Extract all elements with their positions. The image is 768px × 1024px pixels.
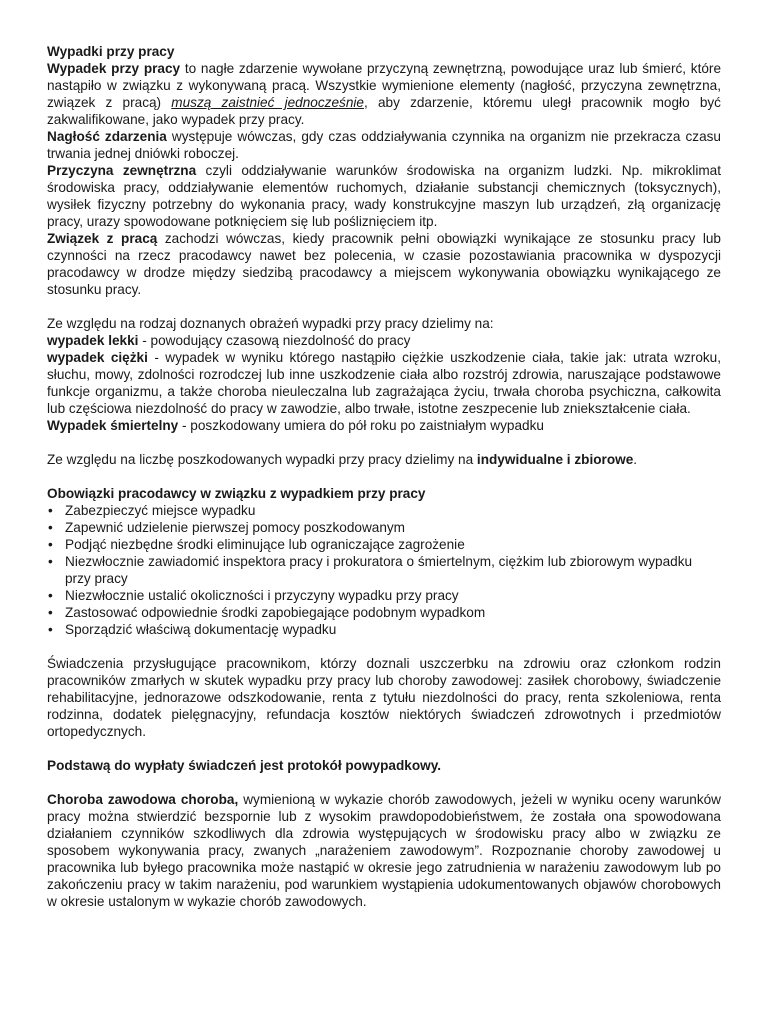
text-span: zachodzi wówczas, kiedy pracownik pełni obowiązki wynikające ze stosunku pracy lub czynności na rzecz pracodawcy nawet bez polecenia, w czasie pozostawiania pracownika w dyspozycji pracodawcy w drodze między siedzibą pracodawcy a miejscem wykonywania obowiązku wynikającego ze stosunku pracy. [47, 231, 721, 297]
bullet-icon: • [48, 503, 53, 518]
bullet-icon: • [48, 554, 53, 569]
list-item [47, 536, 721, 553]
text-span: . [633, 452, 638, 467]
document-page [47, 43, 721, 910]
list-item-text: Zastosować odpowiednie środki zapobiegające podobnym wypadkom [65, 605, 486, 620]
term-individual-collective: indywidualne i zbiorowe [476, 452, 634, 467]
term-external-cause: Przyczyna zewnętrzna [47, 163, 197, 178]
paragraph-heavy-accident [47, 349, 721, 417]
term-suddenness: Nagłość zdarzenia [47, 129, 167, 144]
paragraph-protocol-basis: Podstawą do wypłaty świadczeń jest protokół powypadkowy. [47, 758, 442, 773]
list-item-text: Zabezpieczyć miejsce wypadku [65, 503, 256, 518]
paragraph-work-relation [47, 230, 721, 298]
term-work-relation: Związek z pracą [47, 231, 158, 246]
text-span: Ze względu na liczbę poszkodowanych wypadki przy pracy dzielimy na [47, 452, 477, 467]
list-item [47, 502, 721, 519]
paragraph-injury-types-intro: Ze względu na rodzaj doznanych obrażeń wypadki przy pracy dzielimy na: [47, 316, 494, 331]
term-occupational-disease: Choroba zawodowa choroba, [47, 792, 239, 807]
paragraph-benefits: Świadczenia przysługujące pracownikom, którzy doznali uszczerbku na zdrowiu oraz członkom rodzin pracowników zmarłych w skutek wypadku przy pracy lub choroby zawodowej: zasiłek chorobowy, świadczenie rehabilitacyjne, jednorazowe odszkodowanie, renta z tytułu niezdolności do pracy, renta szkoleniowa, renta rodzinna, dodatek pielęgnacyjny, refundacja kosztów niektórych świadczeń zdrowotnych i przedmiotów ortopedycznych. [47, 656, 721, 739]
list-item-text: Niezwłocznie ustalić okoliczności i przyczyny wypadku przy pracy [65, 588, 459, 603]
spacer [47, 434, 721, 451]
list-item [47, 553, 721, 587]
bullet-icon: • [48, 605, 53, 620]
paragraph-count-types [47, 451, 721, 468]
list-item-text: Sporządzić właściwą dokumentację wypadku [65, 622, 337, 637]
paragraph-light-accident [47, 332, 721, 349]
spacer [47, 740, 721, 757]
bullet-icon: • [48, 537, 53, 552]
spacer [47, 298, 721, 315]
bullet-icon: • [48, 520, 53, 535]
list-item [47, 604, 721, 621]
text-span: , aby zdarzenie, któremu uległ pracownik mogło być zakwalifikowane, jako wypadek przy pracy. [47, 95, 721, 127]
bullet-icon: • [48, 622, 53, 637]
section-heading-accidents: Wypadki przy pracy [47, 44, 175, 59]
list-item [47, 519, 721, 536]
paragraph-fatal-accident [47, 417, 721, 434]
spacer [47, 638, 721, 655]
text-span: czyli oddziaływanie warunków środowiska na organizm ludzki. Np. mikroklimat środowiska pracy, oddziaływanie elementów ruchomych, działanie substancji chemicznych (toksycznych), wysiłek fizyczny potrzebny do wykonania pracy, wady konstrukcyjne maszyn lub urządzeń, złą organizację pracy, urazy spowodowane potknięciem się lub pośliznięciem itp. [47, 163, 722, 229]
spacer [47, 468, 721, 485]
section-heading-employer-duties: Obowiązki pracodawcy w związku z wypadkiem przy pracy [47, 486, 426, 501]
term-heavy-accident: wypadek ciężki [47, 350, 148, 365]
emphasis-simultaneous: muszą zaistnieć jednocześnie [171, 95, 364, 110]
term-light-accident: wypadek lekki [47, 333, 139, 348]
paragraph-occupational-disease [47, 791, 721, 910]
list-item-text: Niezwłocznie zawiadomić inspektora pracy i prokuratora o śmiertelnym, ciężkim lub zbiorowym wypadku przy pracy [65, 554, 693, 586]
spacer [47, 774, 721, 791]
text-span: występuje wówczas, gdy czas oddziaływania czynnika na organizm nie przekracza czasu trwania jednej dniówki roboczej. [47, 129, 721, 161]
term-work-accident: Wypadek przy pracy [47, 61, 181, 76]
text-span: wymienioną w wykazie chorób zawodowych, jeżeli w wyniku oceny warunków pracy można stwierdzić bezspornie lub z wysokim prawdopodobieństwem, że została ona spowodowana działaniem czynników szkodliwych dla zdrowia występujących w środowisku pracy albo w związku ze sposobem wykonywania pracy, zwanych „narażeniem zawodowym”. Rozpoznanie choroby zawodowej u pracownika lub byłego pracownika może nastąpić w okresie jego zatrudnienia w narażeniu zawodowym lub po zakończeniu pracy w takim narażeniu, pod warunkiem wystąpienia udokumentowanych objawów chorobowych w okresie ustalonym w wykazie chorób zawodowych. [47, 792, 722, 909]
text-span: - powodujący czasową niezdolność do pracy [138, 333, 411, 348]
list-item-text: Podjąć niezbędne środki eliminujące lub ograniczające zagrożenie [65, 537, 465, 552]
paragraph-definition [47, 60, 721, 128]
list-item-text: Zapewnić udzielenie pierwszej pomocy poszkodowanym [65, 520, 406, 535]
text-span: - wypadek w wyniku którego nastąpiło ciężkie uszkodzenie ciała, takie jak: utrata wzroku, słuchu, mowy, zdolności rozrodczej lub inne uszkodzenie ciała albo rozstrój zdrowia, naruszające podstawowe funkcje organizmu, a także choroba nieuleczalna lub zagrażająca życiu, trwała choroba psychiczna, całkowita lub częściowa niezdolność do pracy w zawodzie, albo trwałe, istotne zeszpecenie lub zniekształcenie ciała. [47, 350, 722, 416]
paragraph-suddenness [47, 128, 721, 162]
term-fatal-accident: Wypadek śmiertelny [47, 418, 179, 433]
text-span: - poszkodowany umiera do pół roku po zaistniałym wypadku [178, 418, 544, 433]
employer-duties-list [47, 502, 721, 638]
bullet-icon: • [48, 588, 53, 603]
paragraph-external-cause [47, 162, 721, 230]
text-span: to nagłe zdarzenie wywołane przyczyną zewnętrzną, powodujące uraz lub śmierć, które nastąpiło w związku z wykonywaną pracą. Wszystkie wymienione elementy (nagłość, przyczyna zewnętrzna, związek z pracą) [47, 61, 722, 110]
list-item [47, 621, 721, 638]
list-item [47, 587, 721, 604]
